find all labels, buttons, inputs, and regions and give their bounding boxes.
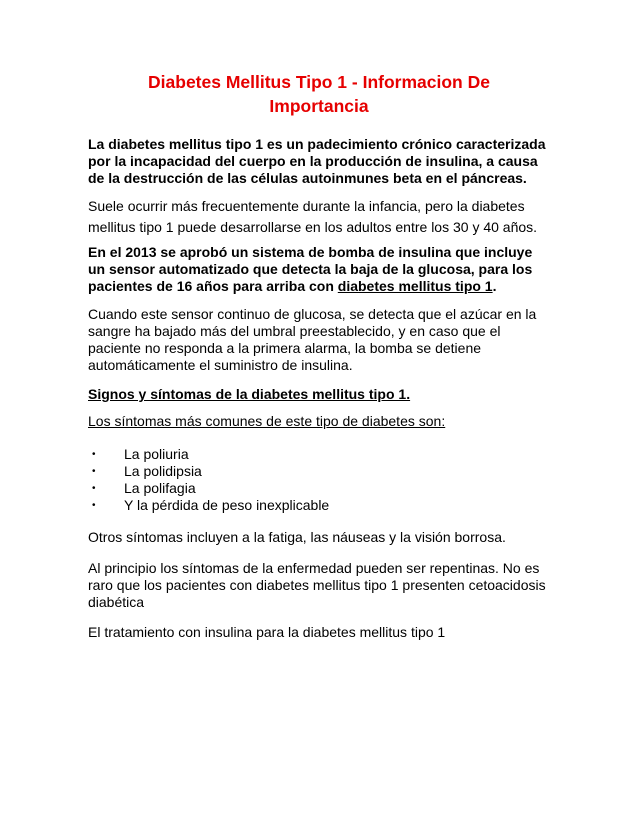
document-title: Diabetes Mellitus Tipo 1 - Informacion De Importancia [148,72,490,116]
symptoms-list [88,446,550,514]
bullet-icon: • [92,466,96,477]
symptoms-intro: Los síntomas más comunes de este tipo de diabetes son: [88,413,446,429]
insulin-pump-paragraph [88,244,550,295]
insulin-pump-text: En el 2013 se aprobó un sistema de bomba de insulina que incluye un sensor automatizado que detecta la baja de la glucosa, para los pacientes de 16 años para arriba con [88,244,533,294]
sensor-paragraph: Cuando este sensor continuo de glucosa, se detecta que el azúcar en la sangre ha bajado más del umbral preestablecido, y en caso que el paciente no responda a la primera alarma, la bomba se detiene automáticamente el suministro de insulina. [88,306,537,373]
symptom-text: La polifagia [124,480,196,496]
document-page [88,70,550,641]
symptom-text: Y la pérdida de peso inexplicable [124,497,330,513]
intro-paragraph: La diabetes mellitus tipo 1 es un padecimiento crónico caracterizada por la incapacidad del cuerpo en la producción de insulina, a causa de la destrucción de las células autoinmunes beta en el páncreas. [88,136,546,186]
list-item [88,480,550,497]
symptom-text: La polidipsia [124,463,202,479]
bullet-icon: • [92,500,96,511]
bullet-icon: • [92,449,96,460]
insulin-pump-end: . [492,278,497,294]
list-item [88,463,550,480]
other-symptoms-paragraph: Otros síntomas incluyen a la fatiga, las náuseas y la visión borrosa. [88,529,506,545]
bullet-icon: • [92,483,96,494]
list-item [88,497,550,514]
symptoms-heading: Signos y síntomas de la diabetes mellitus tipo 1. [88,386,411,402]
diabetes-mellitus-link[interactable]: diabetes mellitus tipo 1 [337,278,493,294]
list-item [88,446,550,463]
sudden-onset-paragraph: Al principio los síntomas de la enfermedad pueden ser repentinas. No es raro que los pacientes con diabetes mellitus tipo 1 presenten cetoacidosis diabética [88,560,546,610]
onset-paragraph: Suele ocurrir más frecuentemente durante la infancia, pero la diabetes mellitus tipo 1 puede desarrollarse en los adultos entre los 30 y 40 años. [88,198,538,235]
symptom-text: La poliuria [124,446,189,462]
treatment-paragraph: El tratamiento con insulina para la diabetes mellitus tipo 1 [88,624,446,640]
